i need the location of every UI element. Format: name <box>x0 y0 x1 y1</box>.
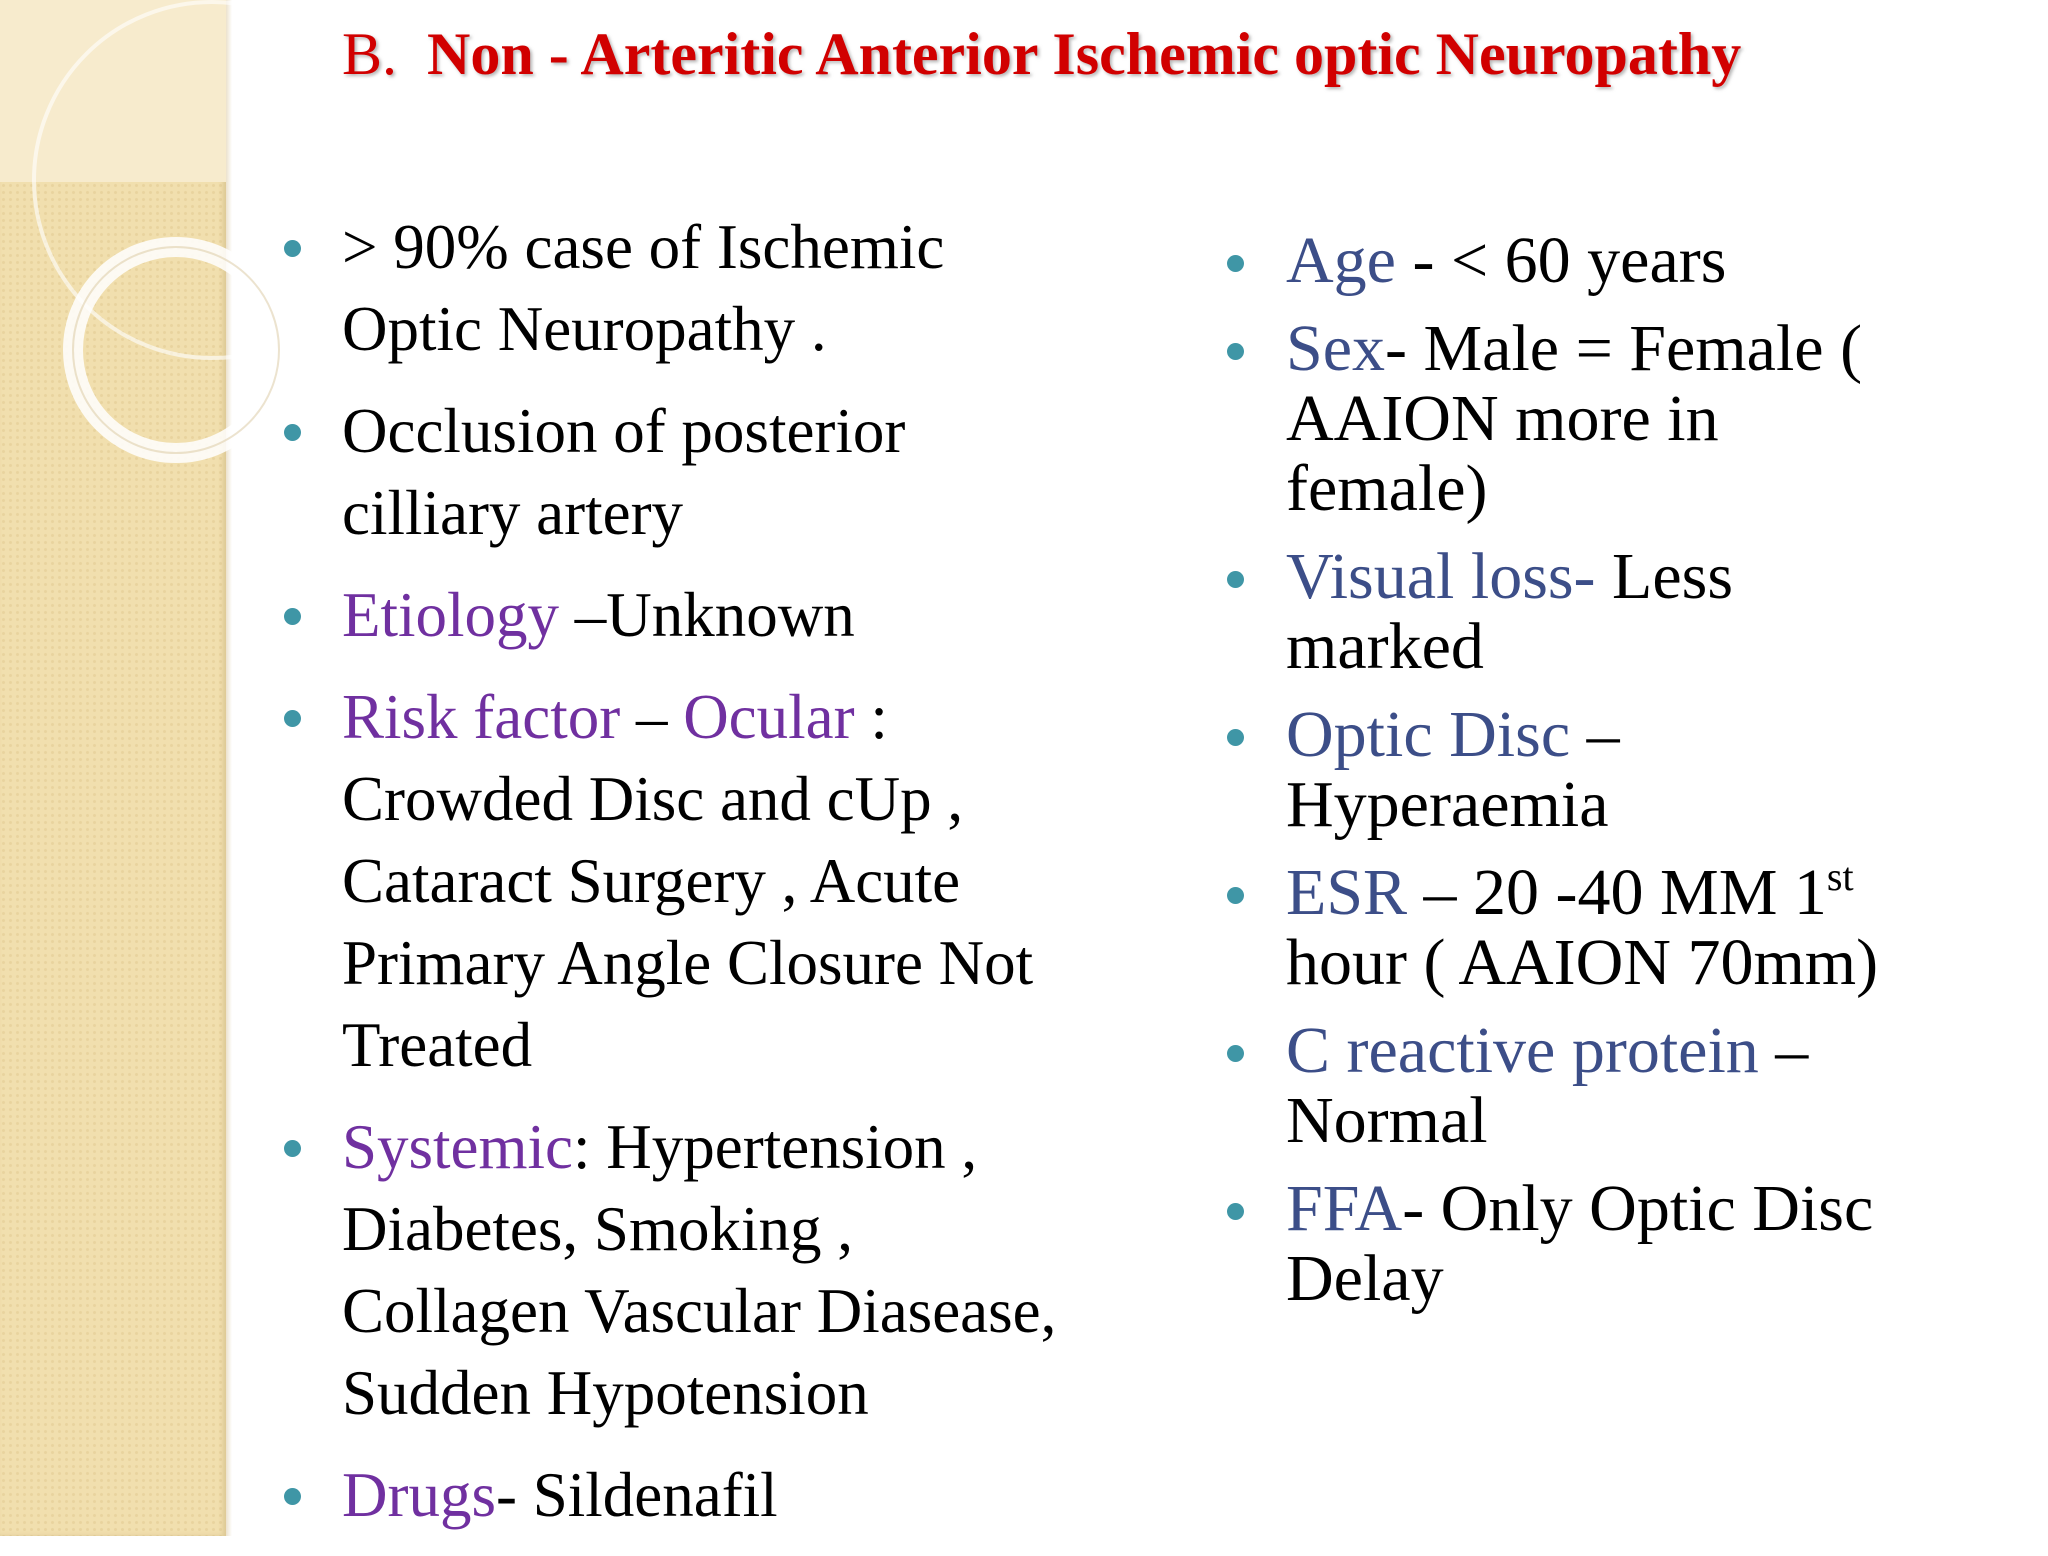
ordinal-superscript: st <box>1826 854 1854 899</box>
term-systemic: Systemic <box>342 1112 573 1182</box>
bullet-item-drugs <box>342 1454 1142 1536</box>
title-prefix: B. <box>342 21 398 87</box>
term-esr: ESR <box>1286 856 1408 929</box>
bullet-text: - Only Optic Disc Delay <box>1286 1172 1874 1315</box>
bullet-text: : Crowded Disc and cUp , Cataract Surgery , Acute Primary Angle Closure Not Treated <box>342 682 1034 1080</box>
bullet-text: – Hyperaemia <box>1286 698 1620 841</box>
bullet-item-esr <box>1286 854 2026 999</box>
bullet-item-etiology <box>342 574 1142 656</box>
bullet-text: – 20 -40 MM 1 <box>1407 856 1827 929</box>
decorative-rings <box>0 0 360 520</box>
term-separator: – <box>620 682 684 752</box>
bullet-item-crp <box>1286 1016 2026 1156</box>
term-optic-disc: Optic Disc <box>1286 698 1571 771</box>
bullet-text: Occlusion of posterior cilliary artery <box>342 396 906 548</box>
term-age: Age <box>1286 224 1396 297</box>
bullet-text: hour ( AAION 70mm) <box>1286 926 1879 999</box>
slide-title <box>342 14 2022 94</box>
bullet-item-visual-loss <box>1286 542 2026 682</box>
bullet-text: - Sildenafil <box>496 1460 778 1530</box>
term-c-reactive-protein: C reactive protein <box>1286 1014 1759 1087</box>
right-bullet-list <box>1286 226 2026 1332</box>
bullet-text: – Normal <box>1286 1014 1809 1157</box>
bullet-item-ffa <box>1286 1174 2026 1314</box>
bullet-text: –Unknown <box>559 580 855 650</box>
bullet-item-sex <box>1286 314 2026 524</box>
bullet-item-percentage <box>342 206 1142 370</box>
term-drugs: Drugs <box>342 1460 496 1530</box>
title-main: Non - Arteritic Anterior Ischemic optic Neuropathy <box>427 21 1742 87</box>
bullet-text: : Hypertension , Diabetes, Smoking , Collagen Vascular Diasease, Sudden Hypotension <box>342 1112 1057 1428</box>
small-ring <box>73 247 279 453</box>
term-visual-loss: Visual loss- <box>1286 540 1596 613</box>
bullet-item-risk-factor <box>342 676 1142 1086</box>
term-etiology: Etiology <box>342 580 559 650</box>
bullet-text: > 90% case of Ischemic Optic Neuropathy . <box>342 212 945 364</box>
term-risk-factor: Risk factor <box>342 682 621 752</box>
bullet-item-optic-disc <box>1286 700 2026 840</box>
term-ffa: FFA <box>1286 1172 1403 1245</box>
bullet-item-systemic <box>342 1106 1142 1434</box>
bullet-text: Less marked <box>1286 540 1734 683</box>
left-bullet-list <box>342 206 1142 1556</box>
bullet-item-age <box>1286 226 2026 296</box>
bullet-text: - Male = Female ( AAION more in female) <box>1286 312 1863 525</box>
term-ocular: Ocular <box>683 682 855 752</box>
bullet-item-occlusion <box>342 390 1142 554</box>
bullet-text: - < 60 years <box>1395 224 1727 297</box>
term-sex: Sex <box>1286 312 1385 385</box>
